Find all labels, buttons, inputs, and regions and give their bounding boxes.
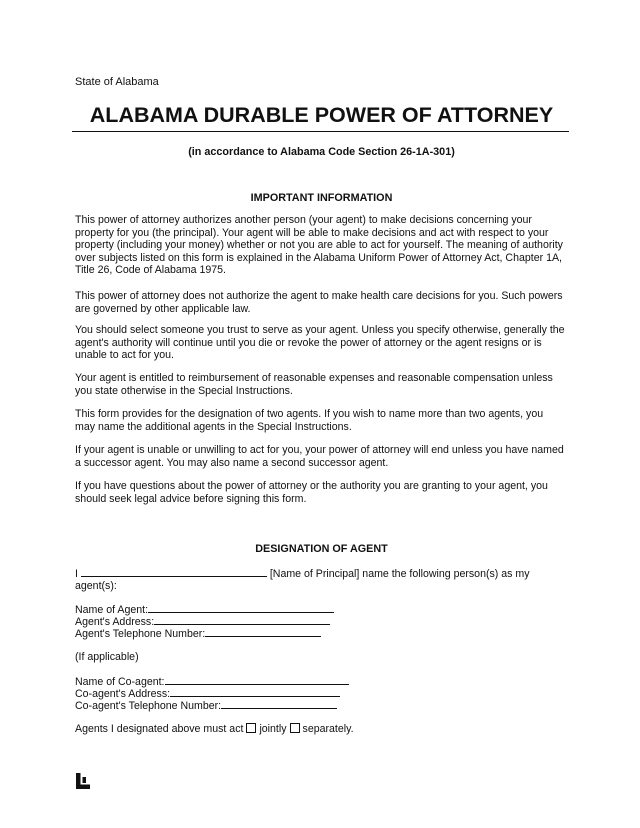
info-paragraph: This form provides for the designation of two agents. If you wish to name more than two agents, you may name the additional agents in the Special Instructions. [75,408,544,433]
agent-address-label: Agent's Address: [75,616,155,628]
info-paragraph: You should select someone you trust to serve as your agent. Unless you specify otherwise, generally the agent's authority will continue until you die or revoke the power of attorney or the agent resigns or is unable to act for you. [75,324,565,362]
principal-name-field[interactable] [81,567,267,577]
jointly-label: jointly [259,723,287,735]
designation-of-agent-heading: DESIGNATION OF AGENT [255,543,388,555]
coagent-phone-line [75,699,337,713]
info-paragraph: This power of attorney authorizes another person (your agent) to make decisions concerning your property for you (the principal). Your agent will be able to make decisions and act with respect to your property (including your money) whether or not you are able to act for yourself. The meaning of authority over subjects listed on this form is explained in the Alabama Uniform Power of Attorney Act, Chapter 1A, Title 26, Code of Alabama 1975. [75,214,563,277]
coagent-name-field[interactable] [165,675,349,685]
agent-address-field[interactable] [154,615,330,625]
if-applicable-label: (If applicable) [75,651,139,663]
info-paragraph: If your agent is unable or unwilling to act for you, your power of attorney will end unless you have named a successor agent. You may also name a second successor agent. [75,444,564,469]
info-paragraph: Your agent is entitled to reimbursement of reasonable expenses and reasonable compensation unless you state otherwise in the Special Instructions. [75,372,553,397]
document-title: ALABAMA DURABLE POWER OF ATTORNEY [89,103,554,127]
coagent-address-field[interactable] [170,687,340,697]
coagent-address-label: Co-agent's Address: [75,688,171,700]
document-subtitle: (in accordance to Alabama Code Section 26-1A-301) [188,146,455,158]
coagent-name-label: Name of Co-agent: [75,676,165,688]
brand-logo-icon [75,773,91,789]
state-label: State of Alabama [75,76,159,88]
agent-phone-label: Agent's Telephone Number: [75,628,206,640]
title-underline [72,131,569,132]
info-paragraph: This power of attorney does not authorize the agent to make health care decisions for you. Such powers are governed by other applicable law. [75,290,563,315]
coagent-phone-label: Co-agent's Telephone Number: [75,700,222,712]
separately-checkbox[interactable] [290,723,300,733]
act-prefix: Agents I designated above must act [75,723,244,735]
act-manner-line [75,723,354,736]
jointly-checkbox[interactable] [246,723,256,733]
important-information-heading: IMPORTANT INFORMATION [250,192,393,204]
principal-line [75,567,530,581]
agent-phone-line [75,627,321,641]
agent-name-field[interactable] [148,603,334,613]
principal-suffix: [Name of Principal] name the following person(s) as my [269,568,530,580]
principal-prefix: I [75,568,78,580]
coagent-phone-field[interactable] [221,699,337,709]
agent-phone-field[interactable] [205,627,321,637]
info-paragraph: If you have questions about the power of attorney or the authority you are granting to your agent, you should seek legal advice before signing this form. [75,480,548,505]
agent-name-label: Name of Agent: [75,604,149,616]
separately-label: separately. [302,723,354,735]
principal-cont: agent(s): [75,580,117,592]
